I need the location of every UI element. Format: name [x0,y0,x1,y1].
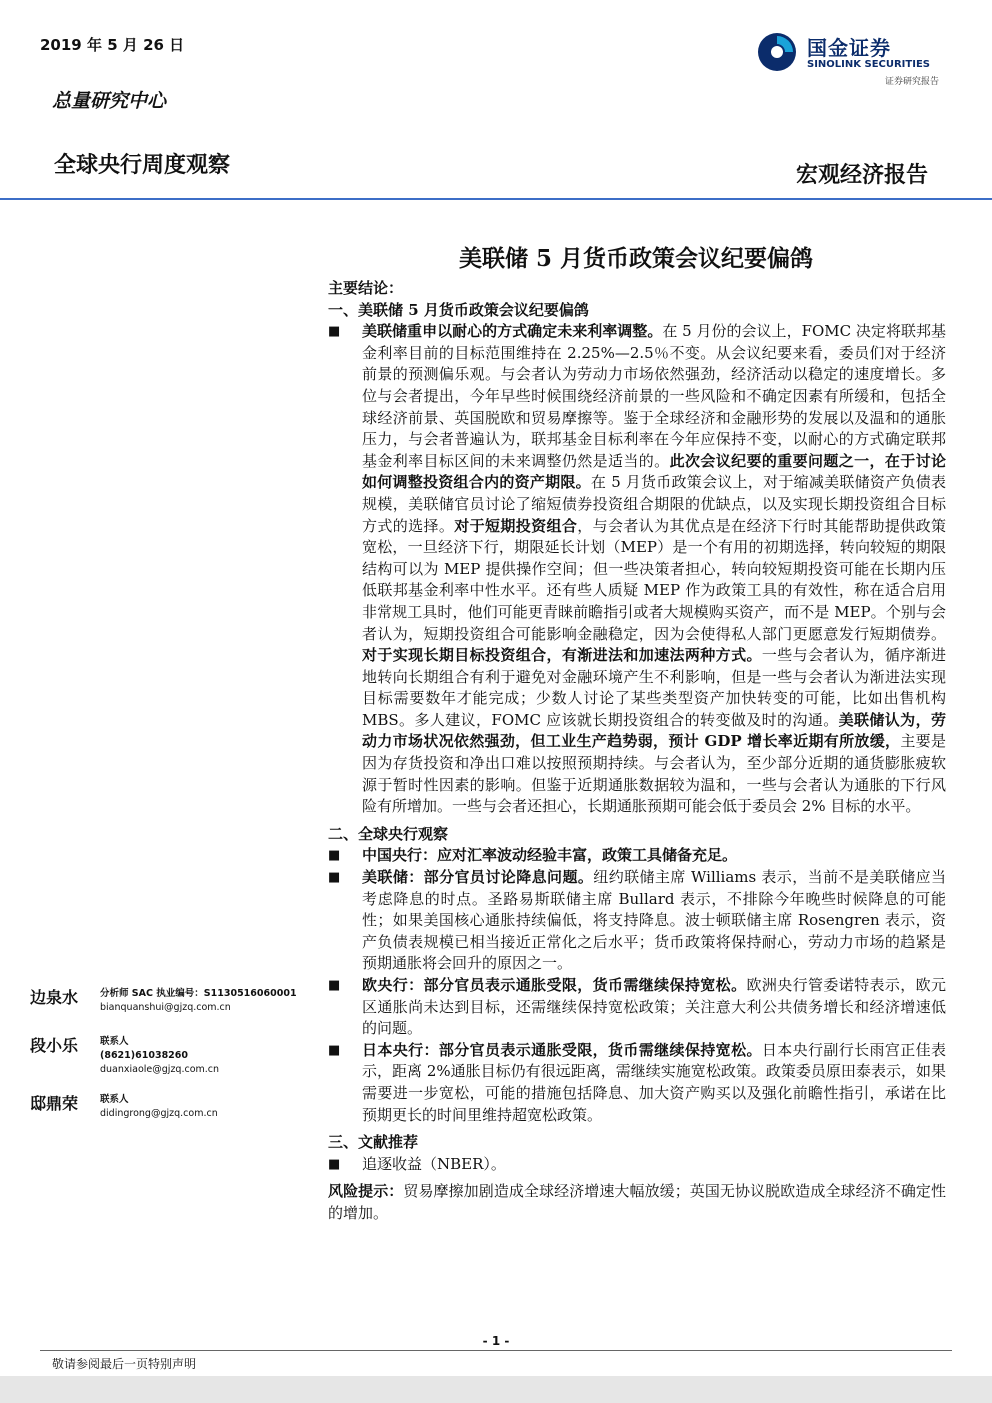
item-lead: 日本央行：部分官员表示通胀受限，货币需继续保持宽松。 [362,1040,762,1059]
analyst-entry [30,985,320,1033]
logo-mark-icon [757,32,797,72]
item-lead: 对于短期投资组合 [454,516,578,535]
analyst-name: 邸鼎荣 [30,1094,79,1113]
analyst-email[interactable]: duanxiaole@gjzq.com.cn [100,1064,220,1075]
item-lead: 美联储重申以耐心的方式确定未来利率调整。 [362,322,663,341]
footer-divider [40,1350,952,1351]
analyst-role: 联系人 [100,1036,129,1047]
risk-label: 风险提示： [328,1182,404,1201]
main-content [328,278,946,1225]
item-text: 追逐收益（NBER）。 [362,1154,506,1173]
item-text: 日本央行副行长雨宫正佳表示，距离 2%通胀目标仍有很远距离，需继续实施宽松政策。政策委员原田泰表示，如果需要进一步宽松，可能的措施包括降息、加大资产购买以及强化前瞻性指引，承诺在比预期更长的时间里维持超宽松政策。 [362,1040,946,1124]
analyst-info [100,1035,219,1077]
research-center: 总量研究中心 [52,90,167,112]
logo-en: SINOLINK SECURITIES [807,59,930,70]
bullet-icon: ■ [328,1156,341,1172]
page-number: - 1 - [482,1334,510,1348]
header-divider [0,198,992,200]
bullet-icon: ■ [328,978,341,993]
report-type: 宏观经济报告 [795,162,928,188]
list-item [328,845,946,867]
analyst-role: 分析师 SAC 执业编号：S1130516060001 [100,988,297,999]
logo-subtitle: 证券研究报告 [884,77,939,87]
item-lead: 美联储认为，劳动力市场状况依然强劲，但工业生产趋势弱，预计 GDP 增长率近期有所放缓， [362,710,946,751]
bottom-bar [0,1376,992,1403]
item-text: 主要是因为存货投资和净出口难以按照预期持续。与会者认为，至少部分近期的通货膨胀疲软源于暂时性因素的影响。但鉴于近期通胀数据较为温和，一些与会者认为通胀的下行风险有所增加。一些与会者还担心，长期通胀预期可能会低于委员会 2% 目标的水平。 [362,732,946,816]
analyst-email[interactable]: didingrong@gjzq.com.cn [100,1108,218,1119]
analyst-info [100,1093,218,1121]
analyst-entry [30,1033,320,1091]
analyst-list [30,985,320,1139]
footer-note: 敬请参阅最后一页特别声明 [52,1357,197,1371]
section-1-heading: 一、美联储 5 月货币政策会议纪要偏鸽 [328,300,589,319]
analyst-entry [30,1091,320,1139]
list-item [328,1154,946,1176]
item-text: 在 5 月货币政策会议上，对于缩减美联储资产负债表规模，美联储官员讨论了缩短债券投资组合期限的优缺点，以及实现长期投资组合目标方式的选择。 [362,473,946,535]
report-series: 全球央行周度观察 [54,153,231,178]
list-item [328,867,946,975]
item-lead: 美联储：部分官员讨论降息问题。 [362,868,594,887]
bullet-icon: ■ [328,324,341,340]
risk-text: 贸易摩擦加剧造成全球经济增速大幅放缓；英国无协议脱欧造成全球经济不确定性的增加。 [328,1182,946,1222]
item-lead: 中国央行：应对汇率波动经验丰富，政策工具储备充足。 [362,846,738,865]
logo-cn: 国金证券 [807,36,891,60]
section-2-heading: 二、全球央行观察 [328,824,449,843]
item-text: 纽约联储主席 Williams 表示，当前不是美联储应当考虑降息的时点。圣路易斯联储主席 Bullard 表示，不排除今年晚些时候降息的可能性；如果美国核心通胀持续偏低，将支持降息。波士顿联储主席 Rosengren 表示，资产负债表规模已相当接近正常化之后水平；货币政策将保持耐心，劳动力市场的趋紧是预期通胀将会回升的原因之一。 [362,868,946,973]
list-item [328,975,946,1040]
item-text: 一些与会者认为，循序渐进地转向长期组合有利于避免对金融环境产生不利影响，但是一些与会者认为渐进法实现目标需要数年才能完成；少数人讨论了某些类型资产加快转变的可能，比如出售机构 MBS。多人建议，FOMC 应该就长期投资组合的转变做及时的沟通。 [362,646,946,729]
item-lead: 欧央行：部分官员表示通胀受限，货币需继续保持宽松。 [362,976,747,994]
item-lead: 此次会议纪要的重要问题之一，在于讨论如何调整投资组合内的资产期限。 [362,451,946,492]
item-text: 欧洲央行管委诺特表示，欧元区通胀尚未达到目标，还需继续保持宽松政策；关注意大利公共债务增长和经济增速低的问题。 [362,976,946,1038]
report-title: 美联储 5 月货币政策会议纪要偏鸽 [458,245,814,272]
list-item [328,321,946,818]
analyst-phone: (8621)61038260 [100,1050,189,1061]
bullet-icon: ■ [328,870,341,886]
section-3-heading: 三、文献推荐 [328,1133,419,1152]
list-item [328,1040,946,1126]
item-text: ，与会者认为其优点是在经济下行时其能帮助提供政策宽松，一旦经济下行，期限延长计划（MEP）是一个有用的初期选择，转向较短的期限结构可以为 MEP 提供操作空间；但一些决策者担心，转向较短期投资可能在长期内压低联邦基金利率中性水平。还有些人质疑 MEP 作为政策工具的有效性，称在适合启用非常规工具时，他们可能更青睐前瞻指引或者大规模购买资产，而不是 MEP。个别与会者认为，短期投资组合可能影响金融稳定，因为会使得私人部门更愿意发行短期债券。 [362,516,946,643]
risk-warning [328,1181,946,1224]
analyst-email[interactable]: bianquanshui@gjzq.com.cn [100,1002,231,1013]
company-logo [757,28,947,88]
item-text: 在 5 月份的会议上，FOMC 决定将联邦基金利率目前的目标范围维持在 2.25%—2.5％不变。从会议纪要来看，委员们对于经济前景的预测偏乐观。与会者认为劳动力市场依然强劲，经济活动以稳定的速度增长。多位与会者提出，今年早些时候围绕经济前景的一些风险和不确定因素有所缓和，包括全球经济前景、英国脱欧和贸易摩擦等。鉴于全球经济和金融形势的发展以及温和的通胀压力，与会者普遍认为，联邦基金目标利率在今年应保持不变，以耐心的方式确定联邦基金利率目标区间的未来调整仍然是适当的。 [362,322,946,470]
analyst-info [100,987,297,1015]
conclusion-label: 主要结论： [328,279,404,297]
report-date: 2019 年 5 月 26 日 [40,36,185,54]
analyst-name: 段小乐 [30,1036,79,1055]
bullet-icon: ■ [328,1042,341,1058]
bullet-icon: ■ [328,848,341,864]
item-lead: 对于实现长期目标投资组合，有渐进法和加速法两种方式。 [362,646,762,665]
analyst-role: 联系人 [100,1094,129,1105]
analyst-name: 边泉水 [30,988,79,1007]
